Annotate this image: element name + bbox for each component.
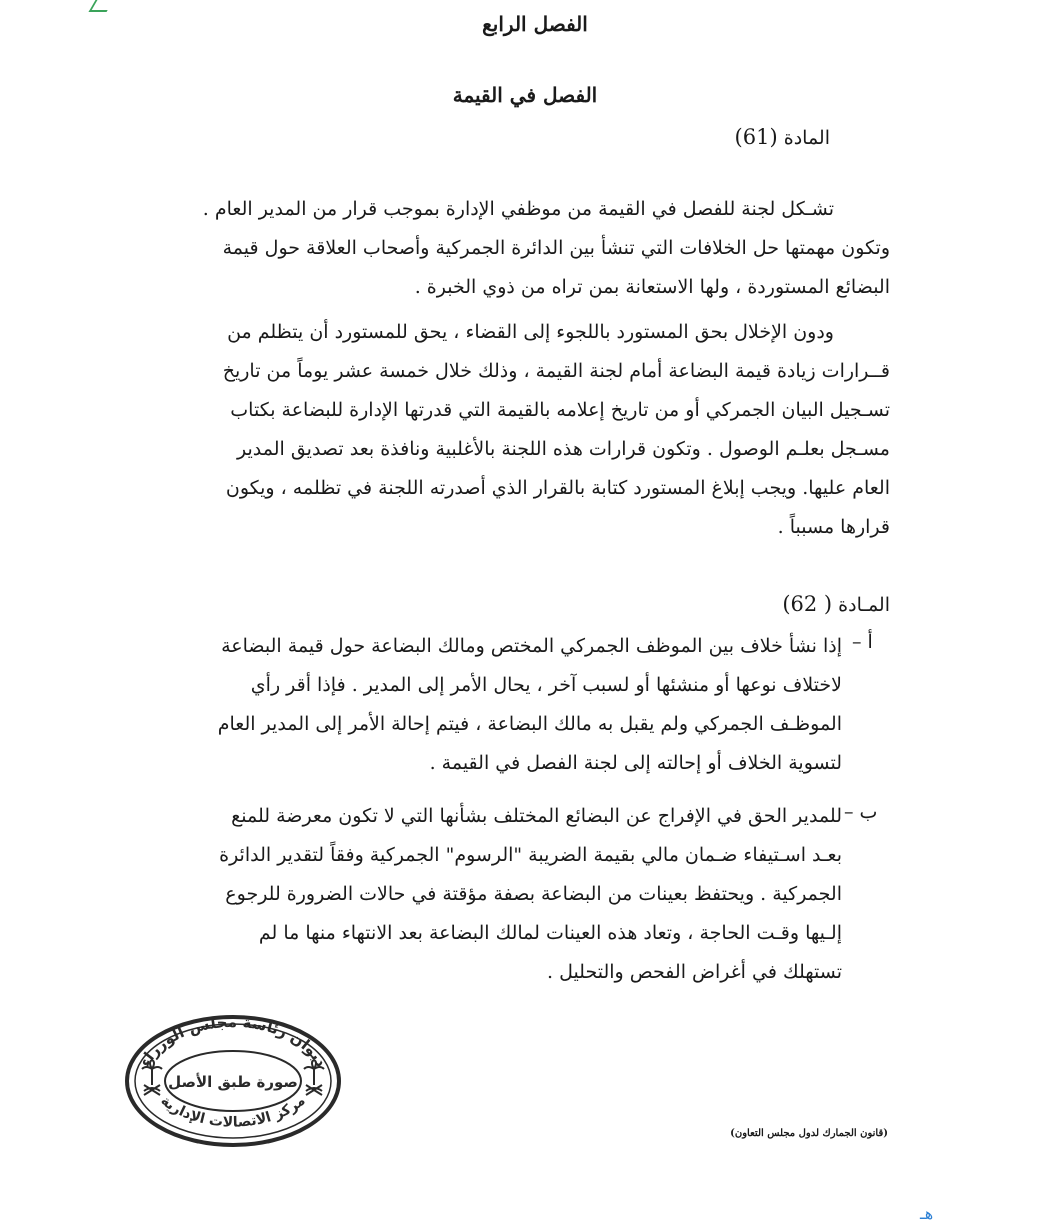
seal-image [122, 1013, 344, 1149]
item-line: الجمركية . ويحتفظ بعينات من البضاعة بصفة مؤقتة في حالات الضرورة للرجوع [225, 883, 842, 905]
seal-top-text: ديوان رئاسة مجلس الوزراء [135, 1013, 331, 1070]
item-line: لاختلاف نوعها أو منشئها أو لسبب آخر ، يحال الأمر إلى المدير . فإذا أقر رأي [250, 674, 842, 696]
article-62-heading [782, 592, 890, 616]
paragraph-line: وتكون مهمتها حل الخلافات التي تنشأ بين الدائرة الجمركية وأصحاب العلاقة حول قيمة [222, 237, 890, 259]
article-61-paragraph-2 [168, 313, 890, 547]
item-line: إلـيها وقـت الحاجة ، وتعاد هذه العينات لمالك البضاعة بعد الانتهاء منها ما لم [258, 922, 842, 944]
article-61-heading [734, 125, 830, 149]
paragraph-line: العام عليها. ويجب إبلاغ المستورد كتابة بالقرار الذي أصدرته اللجنة في تظلمه ، ويكون [225, 477, 890, 499]
paragraph-line: ودون الإخلال بحق المستورد باللجوء إلى القضاء ، يحق للمستورد أن يتظلم من [227, 321, 834, 343]
svg-text:ديوان رئاسة مجلس الوزراء [136, 1013, 331, 1070]
item-b-marker: ب – [844, 801, 878, 823]
footer-note: (قانون الجمارك لدول مجلس التعاون) [730, 1128, 888, 1139]
paragraph-line: تسـجيل البيان الجمركي أو من تاريخ إعلامه بالقيمة التي قدرتها الإدارة للبضاعة بكتاب [230, 399, 890, 421]
article-61-number: (61) [734, 125, 778, 149]
corner-mark [89, 0, 114, 12]
article-62-label: المـادة [838, 594, 890, 616]
article-62-number: ( 62) [782, 592, 833, 616]
chapter-title: الفصل الرابع [482, 12, 588, 36]
paragraph-line: تشـكل لجنة للفصل في القيمة من موظفي الإدارة بموجب قرار من المدير العام . [202, 198, 834, 220]
item-line: الموظـف الجمركي ولم يقبل به مالك البضاعة ، فيتم إحالة الأمر إلى المدير العام [217, 713, 842, 735]
item-a-marker: أ – [852, 631, 873, 653]
paragraph-line: البضائع المستوردة ، ولها الاستعانة بمن تراه من ذوي الخبرة . [414, 276, 890, 298]
paragraph-line: قــرارات زيادة قيمة البضاعة أمام لجنة القيمة ، وذلك خلال خمسة عشر يوماً من تاريخ [222, 360, 890, 382]
item-line: لتسوية الخلاف أو إحالته إلى لجنة الفصل في القيمة . [429, 752, 842, 774]
article-61-paragraph-1 [168, 190, 890, 307]
section-title: الفصل في القيمة [452, 83, 598, 107]
article-62-item-b [120, 797, 842, 992]
item-line: إذا نشأ خلاف بين الموظف الجمركي المختص ومالك البضاعة حول قيمة البضاعة [221, 635, 842, 657]
official-seal [122, 1013, 344, 1149]
item-line: للمدير الحق في الإفراج عن البضائع المختلف بشأنها التي لا تكون معرضة للمنع [231, 805, 842, 827]
corner-glyph: هـ [920, 1204, 934, 1223]
seal-bottom-text: مركز الاتصالات الإدارية [157, 1092, 309, 1131]
paragraph-line: مسـجل بعلـم الوصول . وتكون قرارات هذه اللجنة بالأغلبية ونافذة بعد تصديق المدير [236, 438, 890, 460]
article-61-label: المادة [783, 127, 830, 149]
paragraph-line: قرارها مسبباً . [777, 516, 890, 538]
item-line: تستهلك في أغراض الفحص والتحليل . [546, 961, 842, 983]
article-62-item-a [120, 627, 842, 783]
item-line: بعـد اسـتيفاء ضـمان مالي بقيمة الضريبة "الرسوم" الجمركية وفقاً لتقدير الدائرة [219, 844, 842, 866]
seal-center-text: صورة طبق الأصل [168, 1073, 298, 1091]
